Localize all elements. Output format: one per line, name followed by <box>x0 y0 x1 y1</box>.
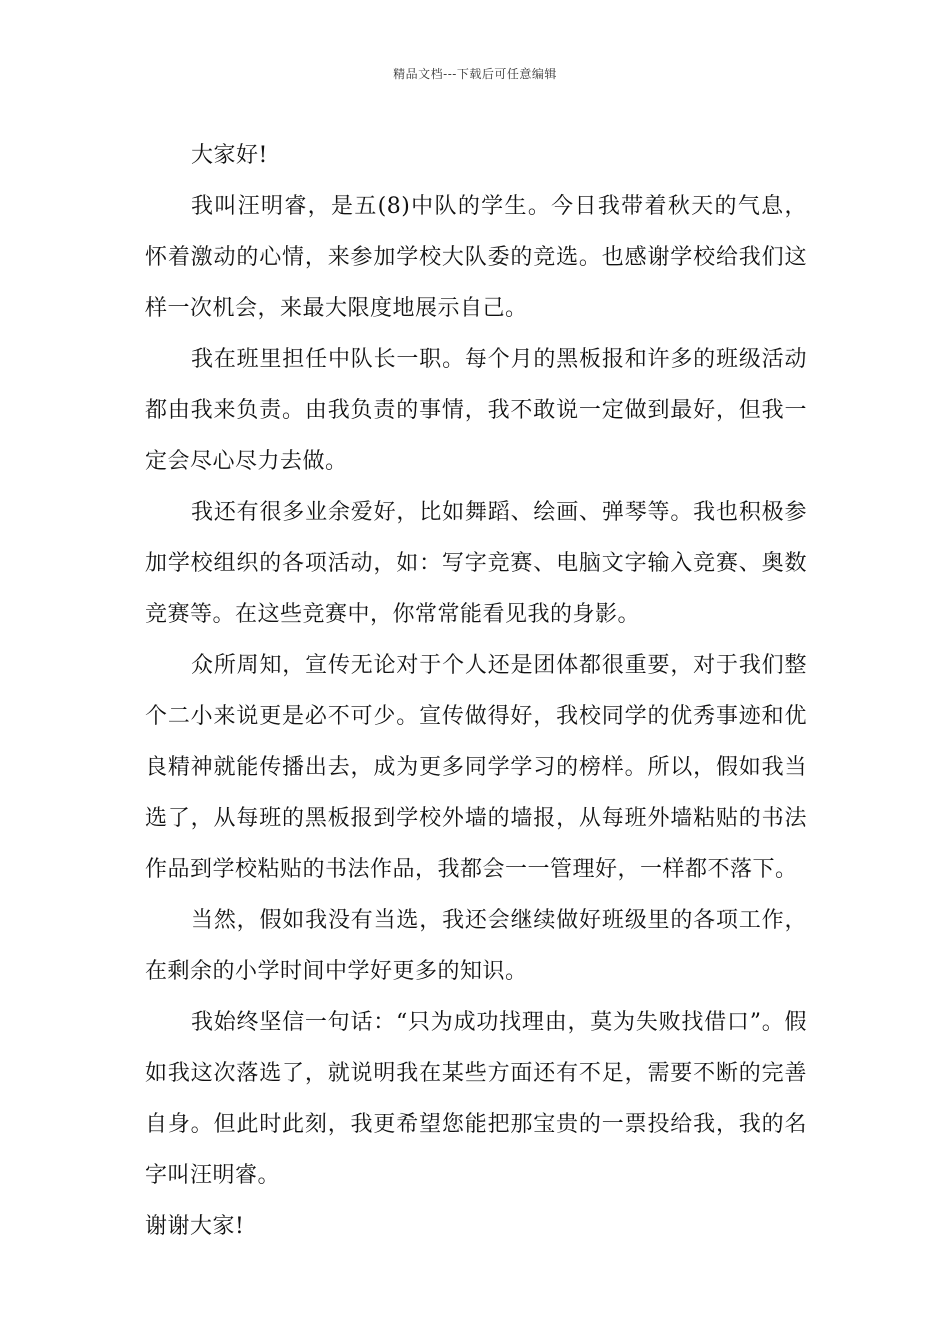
closing: 谢谢大家! <box>145 1214 245 1239</box>
paragraph-if-not-elected: 当然，假如我没有当选，我还会继续做好班级里的各项工作，在剩余的小学时间中学好更多的知识。 <box>145 908 807 984</box>
paragraph-belief: 我始终坚信一句话：“只为成功找理由，莫为失败找借口”。假如我这次落选了，就说明我在某些方面还有不足，需要不断的完善自身。但此时此刻，我更希望您能把那宝贵的一票投给我，我的名字叫汪明睿。 <box>145 1010 807 1188</box>
document-body <box>145 130 807 1252</box>
paragraph-role: 我在班里担任中队长一职。每个月的黑板报和许多的班级活动都由我来负责。由我负责的事情，我不敢说一定做到最好，但我一定会尽心尽力去做。 <box>145 347 807 474</box>
paragraph-hobbies: 我还有很多业余爱好，比如舞蹈、绘画、弹琴等。我也积极参加学校组织的各项活动，如：写字竞赛、电脑文字输入竞赛、奥数竞赛等。在这些竞赛中，你常常能看见我的身影。 <box>145 500 807 627</box>
paragraph-publicity: 众所周知，宣传无论对于个人还是团体都很重要，对于我们整个二小来说更是必不可少。宣传做得好，我校同学的优秀事迹和优良精神就能传播出去，成为更多同学学习的榜样。所以，假如我当选了，从每班的黑板报到学校外墙的墙报，从每班外墙粘贴的书法作品到学校粘贴的书法作品，我都会一一管理好，一样都不落下。 <box>145 653 807 882</box>
page-header: 精品文档---下载后可任意编辑 <box>393 67 557 81</box>
greeting: 大家好! <box>191 143 268 168</box>
paragraph-intro: 我叫汪明睿，是五(8)中队的学生。今日我带着秋天的气息，怀着激动的心情，来参加学校大队委的竞选。也感谢学校给我们这样一次机会，来最大限度地展示自己。 <box>145 194 807 321</box>
